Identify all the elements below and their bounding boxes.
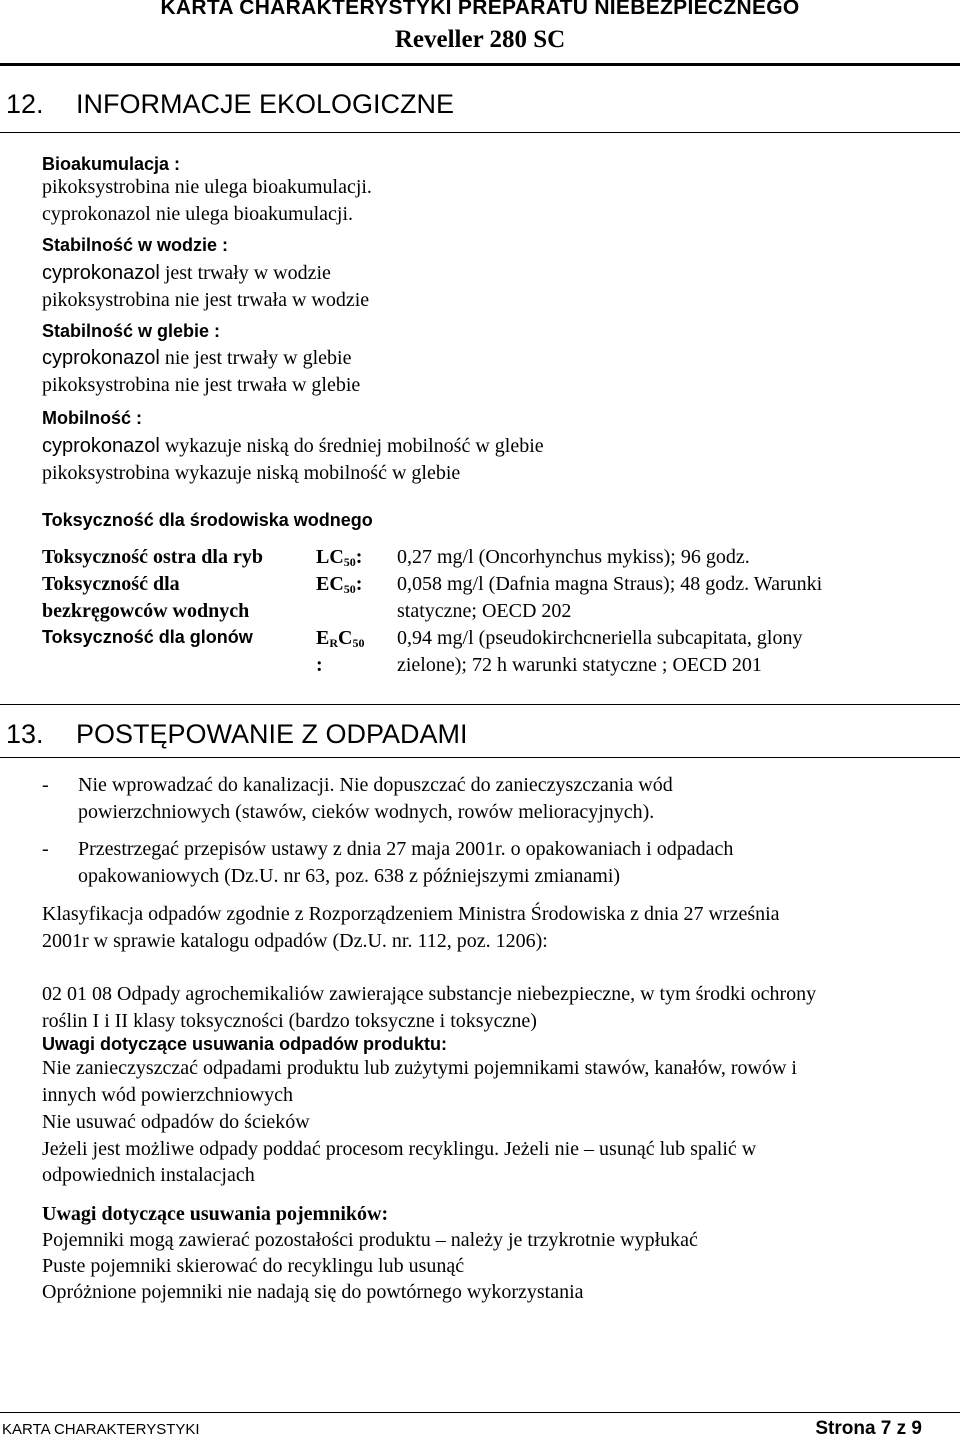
mobility-line: pikoksystrobina wykazuje niską mobilność w glebie	[42, 462, 461, 484]
header-divider	[0, 63, 960, 66]
containers-line: Pojemniki mogą zawierać pozostałości produktu – należy je trzykrotnie wypłukać	[42, 1229, 698, 1251]
water-stability-text: jest trwały w wodzie	[159, 262, 331, 284]
section-12-title: INFORMACJE EKOLOGICZNE	[76, 89, 455, 119]
water-stability-heading: Stabilność w wodzie :	[42, 235, 229, 255]
bioaccumulation-heading: Bioakumulacja :	[42, 154, 181, 174]
toxicity-invertebrates-label: bezkręgowców wodnych	[42, 600, 250, 622]
product-name: Reveller 280 SC	[394, 26, 566, 53]
soil-stability-heading: Stabilność w glebie :	[42, 321, 221, 341]
section-12-number: 12.	[6, 89, 44, 119]
containers-line: Opróżnione pojemniki nie nadają się do powtórnego wykorzystania	[42, 1281, 584, 1303]
toxicity-algae-value: zielone); 72 h warunki statyczne ; OECD 201	[397, 654, 762, 676]
product-waste-line: innych wód powierzchniowych	[42, 1084, 294, 1106]
section-13-number: 13.	[6, 719, 44, 749]
water-stability-line: pikoksystrobina nie jest trwała w wodzie	[42, 289, 370, 311]
product-waste-line: Jeżeli jest możliwe odpady poddać procesom recyklingu. Jeżeli nie – usunąć lub spalić w	[42, 1138, 757, 1160]
waste-code-line: 02 01 08 Odpady agrochemikaliów zawierające substancje niebezpieczne, w tym środki ochrony	[42, 983, 817, 1005]
mobility-text: wykazuje niską do średniej mobilność w glebie	[159, 435, 544, 457]
toxicity-algae-value: 0,94 mg/l (pseudokirchcneriella subcapitata, glony	[397, 627, 803, 649]
parameter-subscript: R	[329, 636, 339, 650]
product-waste-line: odpowiednich instalacjach	[42, 1164, 255, 1186]
mobility-line	[42, 435, 544, 458]
parameter-colon: :	[316, 654, 323, 676]
bullet-dash: -	[42, 838, 49, 860]
soil-stability-line: pikoksystrobina nie jest trwała w glebie	[42, 374, 361, 396]
water-stability-line	[42, 262, 331, 285]
section-12-divider	[0, 132, 960, 133]
toxicity-fish-parameter	[316, 546, 362, 569]
footer-divider	[0, 1412, 960, 1413]
bullet-dash: -	[42, 774, 49, 796]
toxicity-invertebrates-label: Toksyczność dla	[42, 573, 180, 595]
containers-heading: Uwagi dotyczące usuwania pojemników:	[42, 1203, 389, 1225]
parameter-subscript: 50	[343, 555, 356, 569]
containers-line: Puste pojemniki skierować do recyklingu lub usunąć	[42, 1255, 465, 1277]
substance-name: cyprokonazol	[42, 347, 160, 369]
parameter-symbol: EC	[316, 573, 344, 595]
bullet-line: powierzchniowych (stawów, cieków wodnych, rowów melioracyjnych).	[78, 801, 655, 823]
page-number: Strona 7 z 9	[815, 1418, 922, 1439]
bullet-line: Przestrzegać przepisów ustawy z dnia 27 maja 2001r. o opakowaniach i odpadach	[78, 838, 734, 860]
waste-code-line: roślin I i II klasy toksyczności (bardzo toksyczne i toksyczne)	[42, 1010, 537, 1032]
product-waste-line: Nie zanieczyszczać odpadami produktu lub zużytymi pojemnikami stawów, kanałów, rowów i	[42, 1057, 797, 1079]
document-title: KARTA CHARAKTERYSTYKI PREPARATU NIEBEZPIECZNEGO	[160, 0, 800, 19]
section-12-heading	[6, 89, 454, 120]
mobility-heading: Mobilność :	[42, 408, 142, 428]
substance-name: cyprokonazol	[42, 262, 160, 284]
section-13-heading	[6, 719, 468, 750]
soil-stability-line	[42, 347, 351, 370]
aquatic-toxicity-heading: Toksyczność dla środowiska wodnego	[42, 510, 373, 530]
parameter-symbol: E	[316, 627, 330, 649]
classification-line: Klasyfikacja odpadów zgodnie z Rozporządzeniem Ministra Środowiska z dnia 27 września	[42, 903, 780, 925]
bioaccumulation-line: cyprokonazol nie ulega bioakumulacji.	[42, 203, 354, 225]
parameter-subscript: 50	[343, 582, 356, 596]
section-13-divider	[0, 757, 960, 758]
substance-name: cyprokonazol	[42, 435, 160, 457]
product-waste-heading: Uwagi dotyczące usuwania odpadów produktu:	[42, 1034, 448, 1054]
section-13-title: POSTĘPOWANIE Z ODPADAMI	[76, 719, 468, 749]
parameter-symbol: LC	[316, 546, 344, 568]
toxicity-invertebrates-value: statyczne; OECD 202	[397, 600, 572, 622]
parameter-colon: :	[355, 546, 363, 568]
soil-stability-text: nie jest trwały w glebie	[159, 347, 352, 369]
toxicity-algae-label: Toksyczność dla glonów	[42, 627, 253, 647]
toxicity-invertebrates-parameter	[316, 573, 362, 596]
parameter-symbol: C	[338, 627, 353, 649]
toxicity-algae-parameter	[316, 627, 364, 650]
bioaccumulation-line: pikoksystrobina nie ulega bioakumulacji.	[42, 176, 372, 198]
bullet-line: Nie wprowadzać do kanalizacji. Nie dopuszczać do zanieczyszczania wód	[78, 774, 673, 796]
classification-line: 2001r w sprawie katalogu odpadów (Dz.U. nr. 112, poz. 1206):	[42, 930, 548, 952]
bullet-line: opakowaniowych (Dz.U. nr 63, poz. 638 z późniejszymi zmianami)	[78, 865, 621, 887]
toxicity-invertebrates-value: 0,058 mg/l (Dafnia magna Straus); 48 godz. Warunki	[397, 573, 823, 595]
section-13-top-divider	[0, 704, 960, 705]
footer-document-label: KARTA CHARAKTERYSTYKI	[2, 1421, 200, 1438]
toxicity-fish-label: Toksyczność ostra dla ryb	[42, 546, 263, 568]
parameter-subscript: 50	[352, 636, 365, 650]
product-waste-line: Nie usuwać odpadów do ścieków	[42, 1111, 310, 1133]
parameter-colon: :	[355, 573, 363, 595]
toxicity-fish-value: 0,27 mg/l (Oncorhynchus mykiss); 96 godz.	[397, 546, 750, 568]
